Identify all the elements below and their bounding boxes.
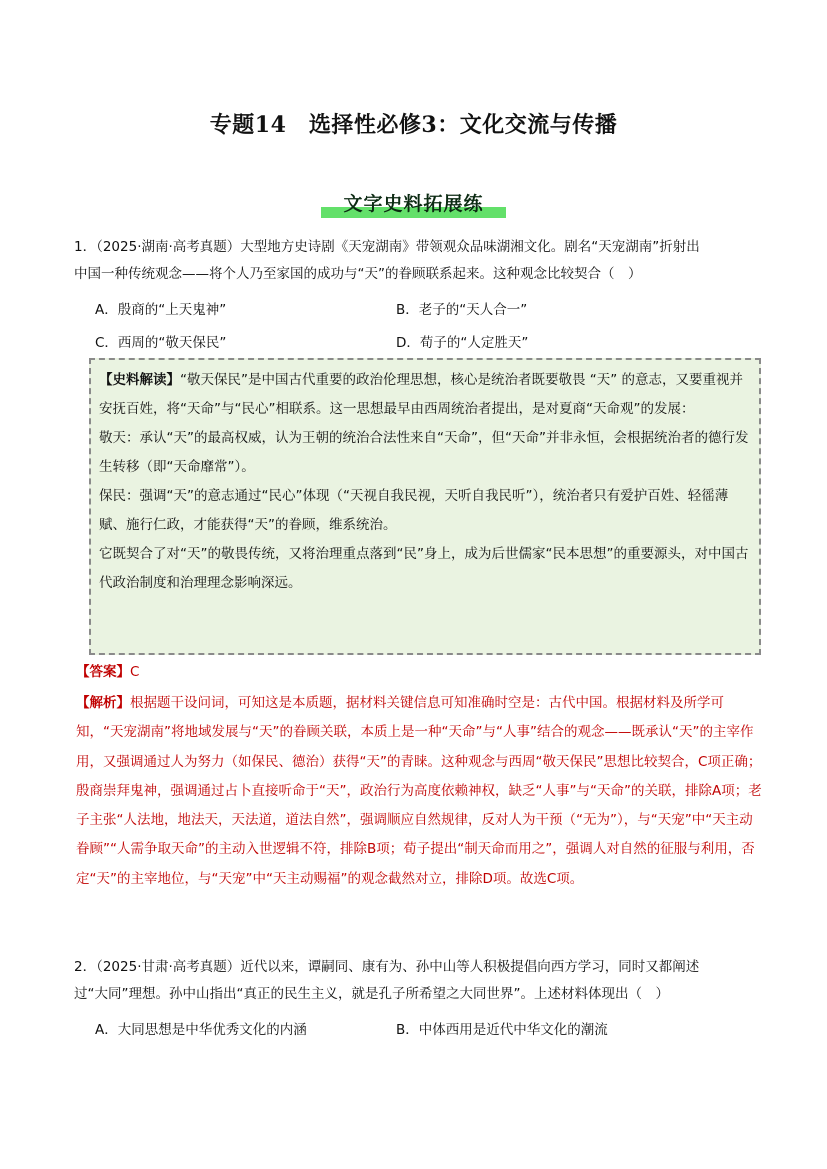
question-2-stem: [74, 954, 764, 1008]
interpretation-text-1: “敬天保民”是中国古代重要的政治伦理思想，核心是统治者既要敬畏 “天” 的意志，又要重视并安抚百姓，将“天命”与“民心”相联系。这一思想最早由西周统治者提出，是对夏商“天命观”的发展：: [99, 372, 744, 417]
answer-line: [76, 661, 139, 683]
section-banner: [321, 189, 506, 222]
interpretation-paragraph-4: 它既契合了对“天”的敬畏传统，又将治理重点落到“民”身上，成为后世儒家“民本思想”的重要源头，对中国古代政治制度和治理理念影响深远。: [99, 546, 749, 591]
question-1-option-a: A．殷商的“上天鬼神”: [95, 302, 227, 318]
question-2-option-a: A．大同思想是中华优秀文化的内涵: [95, 1022, 307, 1038]
analysis-block: [76, 689, 762, 894]
interpretation-paragraph-1: [99, 366, 752, 424]
analysis-text: 根据题干设问词，可知这是本质题，据材料关键信息可知准确时空是：古代中国。根据材料及所学可知，“天宠湖南”将地域发展与“天”的眷顾关联，本质上是一种“天命”与“人事”结合的观念——既承认“天”的主宰作用，又强调通过人为努力（如保民、德治）获得“天”的青睐。这种观念与西周“敬天保民”思想比较契合，C项正确；殷商崇拜鬼神，强调通过占卜直接听命于“天”，政治行为高度依赖神权，缺乏“人事”与“天命”的关联，排除A项；老子主张“人法地，地法天，天法道，道法自然”，强调顺应自然规律，反对人为干预（“无为”），与“天宠”中“天主动眷顾”“人需争取天命”的主动入世逻辑不符，排除B项；荀子提出“制天命而用之”，强调人对自然的征服与利用，否定“天”的主宰地位，与“天宠”中“天主动赐福”的观念截然对立，排除D项。故选C项。: [76, 695, 762, 887]
analysis-label: 【解析】: [76, 695, 130, 711]
question-2-stem-line1: 2．（2025·甘肃·高考真题）近代以来，谭嗣同、康有为、孙中山等人积极提倡向西方学习，同时又都阐述: [74, 959, 700, 975]
question-1-stem: [74, 234, 764, 288]
answer-label: 【答案】: [76, 664, 130, 680]
question-2-option-b: B．中体西用是近代中华文化的潮流: [396, 1022, 608, 1038]
interpretation-paragraph-2: 敬天：承认“天”的最高权威，认为王朝的统治合法性来自“天命”，但“天命”并非永恒，会根据统治者的德行发生转移（即“天命靡常”）。: [99, 430, 749, 475]
section-banner-text: 文字史料拓展练: [343, 193, 484, 215]
source-interpretation-box: [89, 358, 761, 655]
question-1-option-c: C．西周的“敬天保民”: [95, 335, 227, 351]
interpretation-label: 【史料解读】: [99, 372, 180, 388]
page-title: 专题14 选择性必修3：文化交流与传播: [209, 112, 618, 138]
question-1-option-b: B．老子的“天人合一”: [396, 302, 528, 318]
question-1-stem-line2: 中国一种传统观念——将个人乃至家国的成功与“天”的眷顾联系起来。这种观念比较契合（ ）: [74, 266, 642, 282]
question-2-stem-line2: 过“大同”理想。孙中山指出“真正的民生主义，就是孔子所希望之大同世界”。上述材料体现出（ ）: [74, 986, 669, 1002]
interpretation-paragraph-3: 保民：强调“天”的意志通过“民心”体现（“天视自我民视，天听自我民听”），统治者只有爱护百姓、轻徭薄赋、施行仁政，才能获得“天”的眷顾，维系统治。: [99, 488, 729, 533]
question-1-stem-line1: 1．（2025·湖南·高考真题）大型地方史诗剧《天宠湖南》带领观众品味湖湘文化。剧名“天宠湖南”折射出: [74, 239, 700, 255]
question-1-option-d: D．荀子的“人定胜天”: [396, 335, 529, 351]
answer-value: C: [130, 664, 140, 680]
